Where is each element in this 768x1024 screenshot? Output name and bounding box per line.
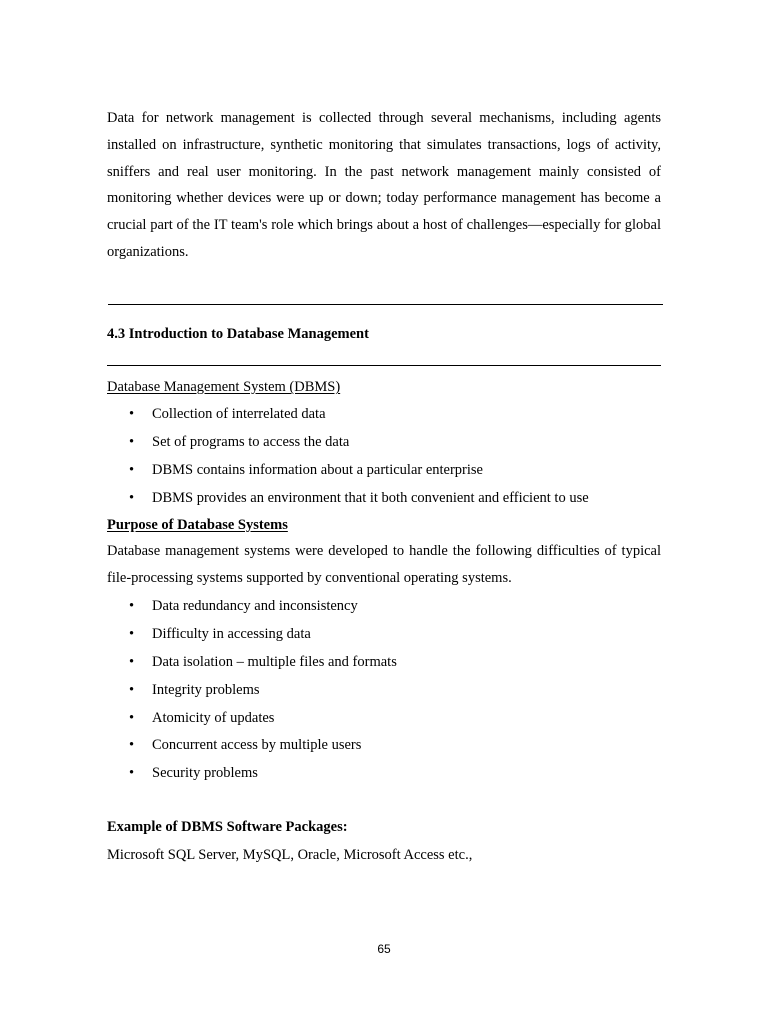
list-item xyxy=(107,404,667,432)
list-item xyxy=(107,460,667,488)
intro-paragraph: Data for network management is collected through several mechanisms, including agents installed on infrastructure, synthetic monitoring that simulates transactions, logs of activity, sniffers and real user monitoring. In the past network management mainly consisted of monitoring whether devices were up or down; today performance management has become a crucial part of the IT team's role which brings about a host of challenges—especially for global organizations. xyxy=(107,110,661,260)
dbms-heading: Database Management System (DBMS) xyxy=(107,379,341,395)
section-rule-bottom xyxy=(107,365,661,366)
dbms-list xyxy=(107,404,667,516)
bullet-icon: • xyxy=(129,737,135,754)
list-item-text: Concurrent access by multiple users xyxy=(152,737,362,754)
list-item-text: Set of programs to access the data xyxy=(152,433,350,450)
examples-text: Microsoft SQL Server, MySQL, Oracle, Microsoft Access etc., xyxy=(107,847,473,863)
bullet-icon: • xyxy=(129,406,135,422)
list-item-text: Difficulty in accessing data xyxy=(152,625,311,642)
list-item xyxy=(107,735,667,763)
section-heading: 4.3 Introduction to Database Management xyxy=(107,326,369,342)
page-number: 65 xyxy=(377,942,391,956)
section-rule-top xyxy=(108,304,663,305)
list-item-text: Collection of interrelated data xyxy=(152,406,326,422)
bullet-icon: • xyxy=(129,681,135,698)
list-item-text: Atomicity of updates xyxy=(152,709,275,726)
bullet-icon: • xyxy=(129,598,135,614)
bullet-icon: • xyxy=(129,461,135,478)
examples-heading: Example of DBMS Software Packages: xyxy=(107,819,348,835)
list-item-text: Data redundancy and inconsistency xyxy=(152,598,358,614)
list-item xyxy=(107,708,667,736)
list-item xyxy=(107,624,667,652)
bullet-icon: • xyxy=(129,433,135,450)
bullet-icon: • xyxy=(129,765,135,782)
list-item xyxy=(107,680,667,708)
list-item xyxy=(107,652,667,680)
purpose-heading: Purpose of Database Systems xyxy=(107,517,288,533)
list-item-text: Integrity problems xyxy=(152,681,260,698)
list-item-text: Security problems xyxy=(152,765,258,782)
bullet-icon: • xyxy=(129,653,135,670)
list-item-text: DBMS contains information about a particular enterprise xyxy=(152,461,483,478)
list-item xyxy=(107,596,667,624)
list-item-text: DBMS provides an environment that it both convenient and efficient to use xyxy=(152,489,589,506)
list-item xyxy=(107,488,667,516)
list-item xyxy=(107,432,667,460)
list-item xyxy=(107,763,667,791)
bullet-icon: • xyxy=(129,625,135,642)
list-item-text: Data isolation – multiple files and formats xyxy=(152,653,397,670)
bullet-icon: • xyxy=(129,489,135,506)
bullet-icon: • xyxy=(129,709,135,726)
purpose-list xyxy=(107,596,667,791)
purpose-paragraph: Database management systems were developed to handle the following difficulties of typical file-processing systems supported by conventional operating systems. xyxy=(107,543,661,586)
